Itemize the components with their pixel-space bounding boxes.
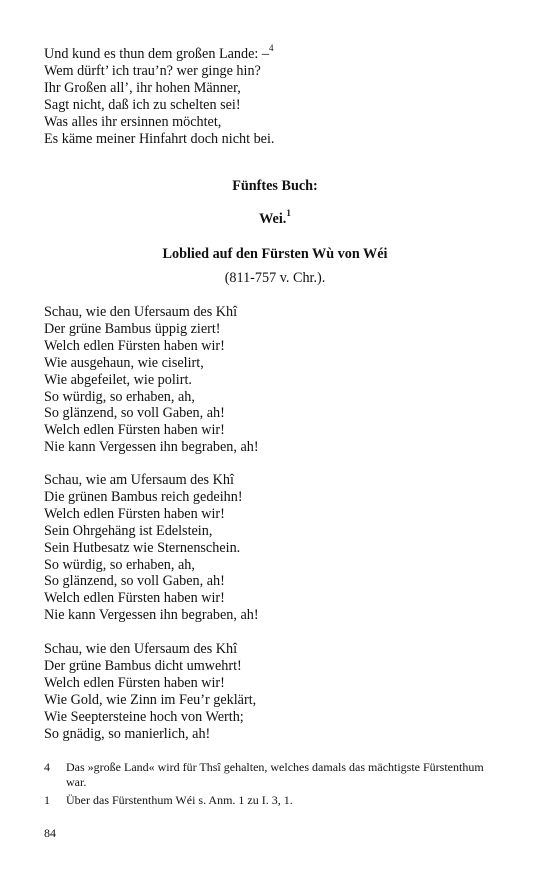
- verse-line: Es käme meiner Hinfahrt doch nicht bei.: [44, 130, 275, 147]
- stanza-1: [44, 304, 514, 456]
- verse-line: Wie Seeptersteine hoch von Werth;: [44, 708, 244, 725]
- verse-line: So glänzend, so voll Gaben, ah!: [44, 573, 225, 590]
- verse-line: Sein Hutbesatz wie Sternenschein.: [44, 539, 241, 556]
- verse-line: Ihr Großen all’, ihr hohen Männer,: [44, 79, 241, 96]
- verse-line: Sein Ohrgehäng ist Edelstein,: [44, 522, 213, 539]
- poem-title: Loblied auf den Fürsten Wù von Wéi: [162, 246, 388, 262]
- stanza-3: [44, 641, 514, 742]
- footnote: [44, 760, 514, 790]
- footnote-number: 1: [44, 793, 50, 807]
- verse-line: Wem dürft’ ich trau’n? wer ginge hin?: [44, 62, 261, 79]
- verse-line: Der grüne Bambus üppig ziert!: [44, 320, 221, 337]
- verse-line: Was alles ihr ersinnen möchtet,: [44, 113, 222, 130]
- footnote-text: Das »große Land« wird für Thsî gehalten, welches damals das mächtigste Fürstenthum war.: [66, 760, 484, 789]
- top-stanza: [44, 43, 514, 147]
- verse-line: Wie abgefeilet, wie polirt.: [44, 371, 192, 388]
- verse-line: Schau, wie den Ufersaum des Khî: [44, 304, 238, 320]
- verse-line: Die grünen Bambus reich gedeihn!: [44, 488, 243, 505]
- verse-line: Sagt nicht, daß ich zu schelten sei!: [44, 96, 241, 113]
- verse-line: So gnädig, so manierlich, ah!: [44, 725, 211, 742]
- page-number: 84: [44, 826, 56, 840]
- footnote-text: Über das Fürstenthum Wéi s. Anm. 1 zu I. 3, 1.: [66, 793, 293, 807]
- stanza-2: [44, 472, 514, 624]
- state-heading: Wei.$^1$: [259, 208, 291, 227]
- verse-line: Schau, wie am Ufersaum des Khî: [44, 472, 234, 488]
- verse-line: Schau, wie den Ufersaum des Khî: [44, 641, 238, 657]
- verse-line: Wie ausgehaun, wie ciselirt,: [44, 354, 204, 371]
- poem-dates: (811-757 v. Chr.).: [224, 270, 326, 286]
- footnote-marker: 1: [286, 208, 291, 219]
- footnote-marker: 4: [268, 43, 274, 54]
- verse-line: Nie kann Vergessen ihn begraben, ah!: [44, 607, 259, 624]
- verse-line: So würdig, so erhaben, ah,: [44, 388, 195, 405]
- verse-line: Welch edlen Fürsten haben wir!: [44, 590, 225, 607]
- verse-line: So glänzend, so voll Gaben, ah!: [44, 405, 225, 422]
- footnote-number: 4: [44, 760, 50, 774]
- verse-line: Wie Gold, wie Zinn im Feu’r geklärt,: [44, 691, 257, 708]
- verse-line: Welch edlen Fürsten haben wir!: [44, 674, 225, 691]
- footnote: [44, 793, 514, 809]
- book-heading: Fünftes Buch:: [232, 178, 318, 194]
- verse-line: So würdig, so erhaben, ah,: [44, 556, 195, 573]
- verse-line: Nie kann Vergessen ihn begraben, ah!: [44, 439, 259, 456]
- verse-line: Der grüne Bambus dicht umwehrt!: [44, 657, 242, 674]
- verse-line: Welch edlen Fürsten haben wir!: [44, 505, 225, 522]
- verse-line: Welch edlen Fürsten haben wir!: [44, 337, 225, 354]
- verse-line: Und kund es thun dem großen Lande: –$^4$: [44, 43, 274, 62]
- verse-line: Welch edlen Fürsten haben wir!: [44, 422, 225, 439]
